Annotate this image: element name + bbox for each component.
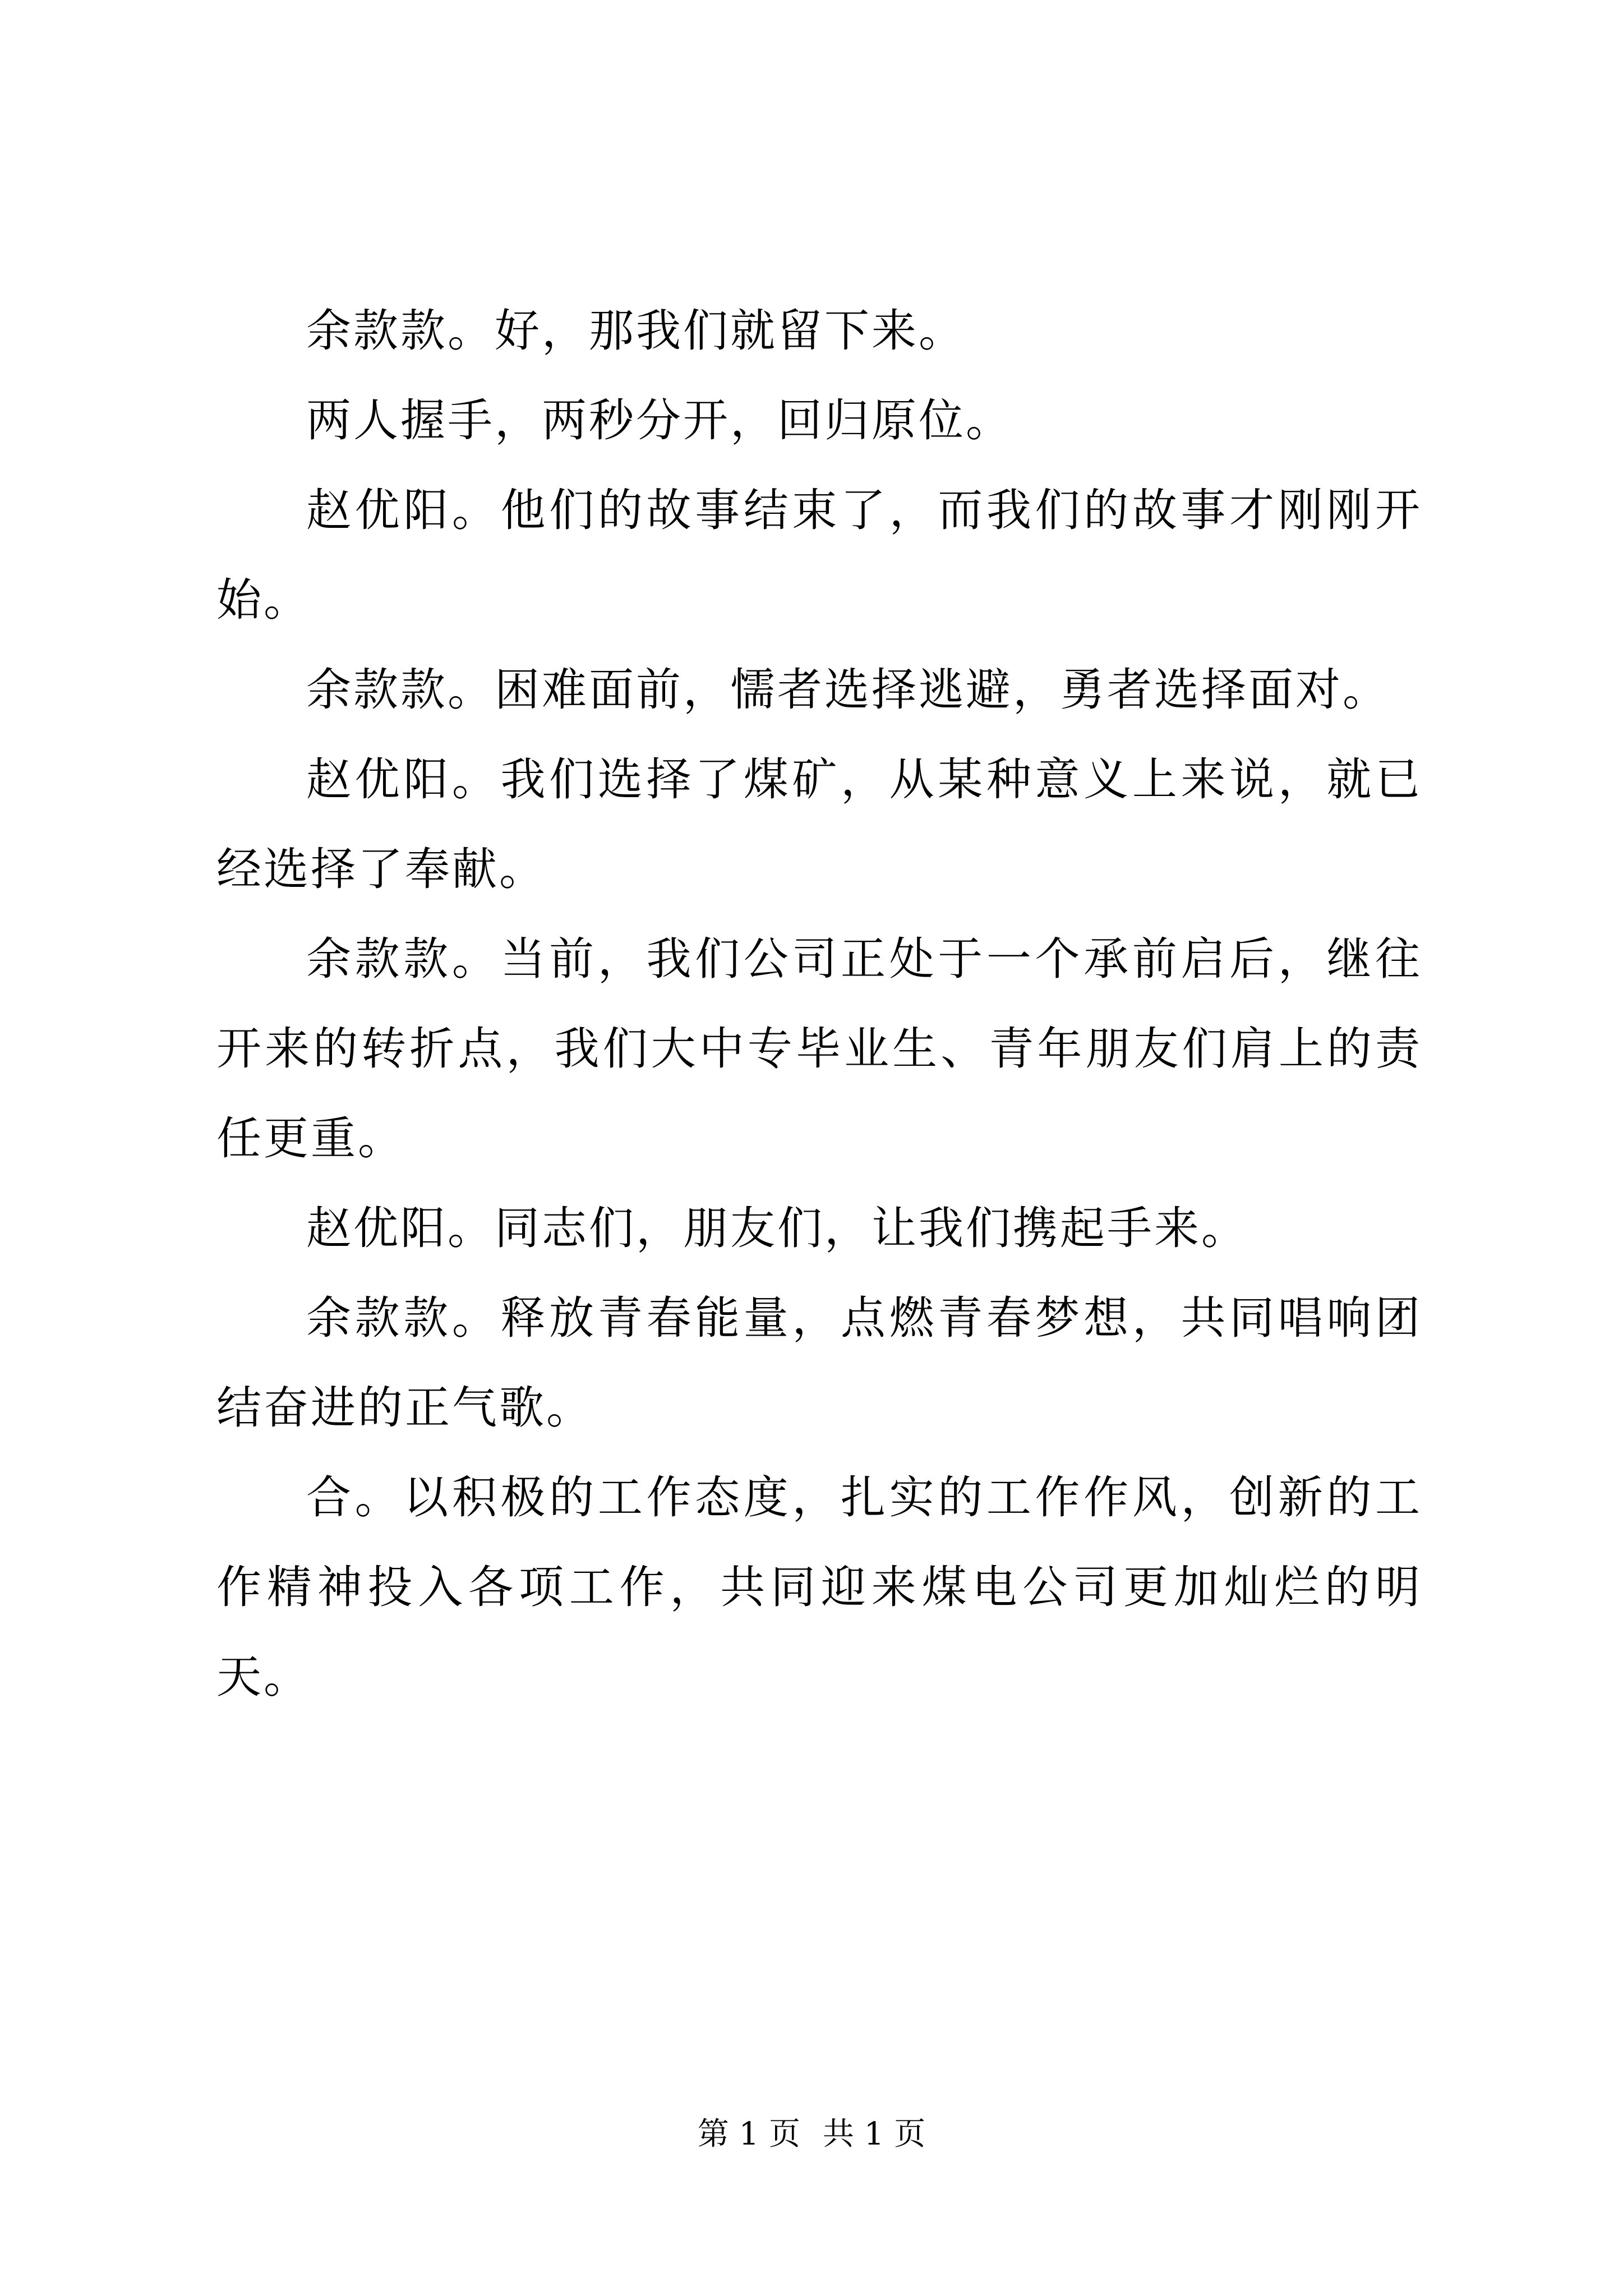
page-number-current: 第 1 页 [697,2116,800,2152]
paragraph: 余款款。好，那我们就留下来。 [306,305,966,357]
paragraph: 余款款。释放青春能量，点燃青春梦想，共同唱响团结奋进的正气歌。 [216,1292,1422,1434]
paragraph: 余款款。当前，我们公司正处于一个承前启后，继往开来的转折点，我们大中专毕业生、青年朋友们肩上的责任更重。 [216,933,1422,1165]
paragraph: 赵优阳。同志们，朋友们，让我们携起手来。 [306,1202,1248,1254]
page-number-total: 共 1 页 [823,2116,926,2152]
document-body [216,286,1422,1722]
paragraph: 赵优阳。他们的故事结束了，而我们的故事才刚刚开始。 [216,484,1422,626]
page-footer [0,2112,1623,2157]
paragraph: 赵优阳。我们选择了煤矿，从某种意义上来说，就已经选择了奉献。 [216,753,1422,895]
paragraph: 两人握手，两秒分开，回归原位。 [306,394,1013,447]
paragraph: 合。以积极的工作态度，扎实的工作作风，创新的工作精神投入各项工作，共同迎来煤电公司更加灿烂的明天。 [216,1471,1422,1703]
paragraph: 余款款。困难面前，懦者选择逃避，勇者选择面对。 [306,664,1390,716]
